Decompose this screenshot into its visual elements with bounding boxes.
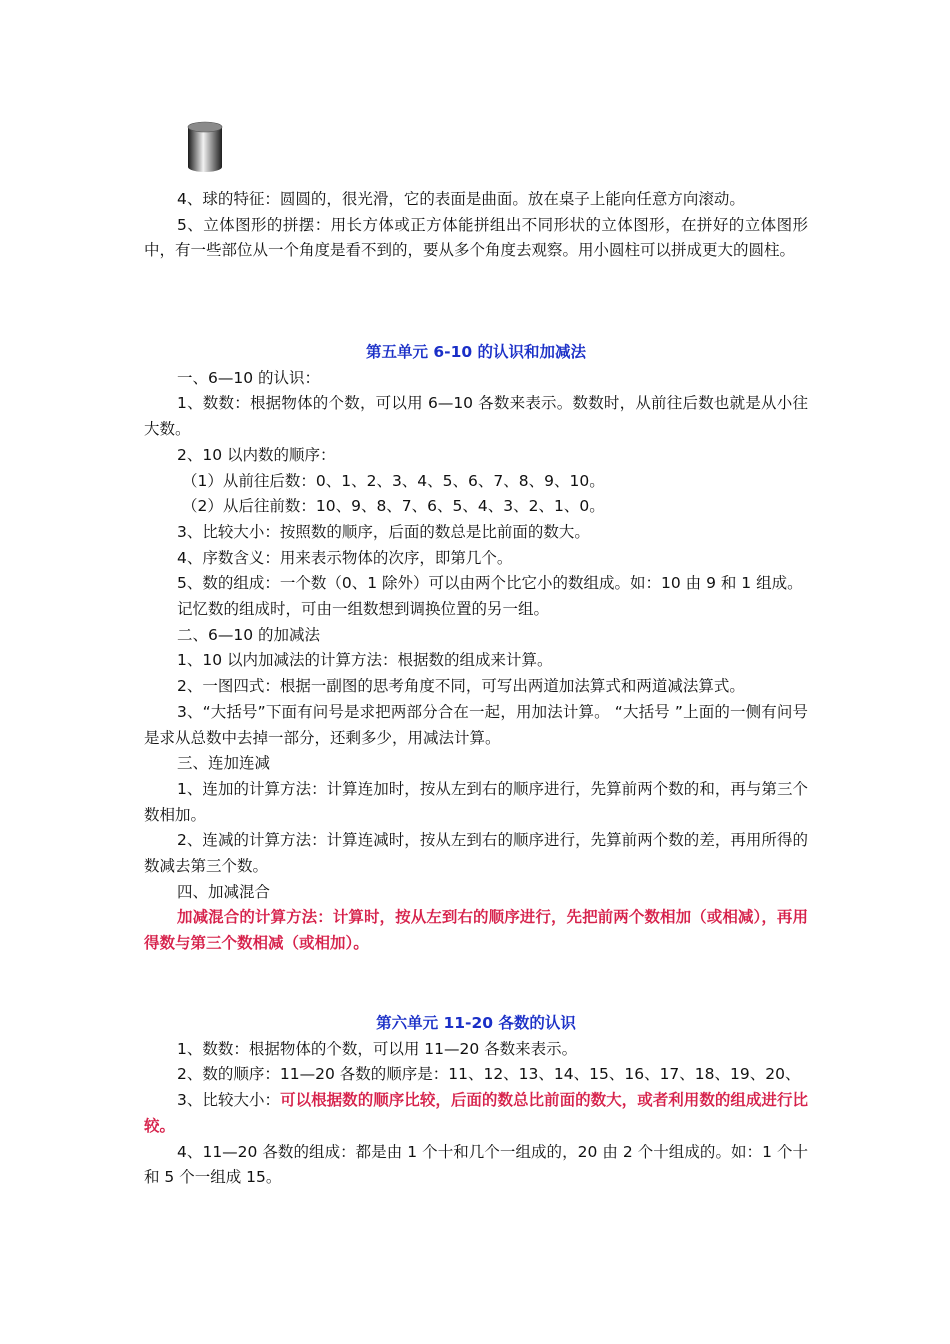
unit6-para-3-emphasis: 可以根据数的顺序比较，后面的数总比前面的数大，或者利用数的组成进行比较。 (144, 1091, 808, 1135)
unit5-q-1: 1、10 以内加减法的计算方法：根据数的组成来计算。 (177, 651, 553, 670)
unit5-heading-3: 三、连加连减 (177, 754, 271, 773)
unit5-heading-1: 一、6—10 的认识： (177, 368, 321, 387)
unit5-heading-4: 四、加减混合 (177, 882, 271, 901)
unit5-mixed-rule: 加减混合的计算方法：计算时，按从左到右的顺序进行，先把前两个数相加（或相减），再用得数与第三个数相减（或相加）。 (144, 908, 808, 953)
unit5-heading-2: 二、6—10 的加减法 (177, 625, 321, 644)
unit5-para-4: 4、序数含义：用来表示物体的次序，即第几个。 (177, 548, 513, 567)
cylinder-icon (186, 120, 224, 174)
unit5-r-2: 2、连减的计算方法：计算连减时，按从左到右的顺序进行，先算前两个数的差，再用所得的数减去第三个数。 (144, 831, 808, 876)
unit6-para-3-label: 3、比较大小： (177, 1091, 281, 1110)
unit5-para-1: 1、数数：根据物体的个数，可以用 6—10 各数来表示。数数时，从前往后数也就是从小往大数。 (144, 394, 808, 439)
unit5-r-1: 1、连加的计算方法：计算连加时，按从左到右的顺序进行，先算前两个数的和，再与第三个数相加。 (144, 779, 808, 824)
unit4-section (144, 187, 808, 264)
unit6-para-4: 4、11—20 各数的组成：都是由 1 个十和几个一组成的，20 由 2 个十组成的。如：1 个十和 5 个一组成 15。 (144, 1142, 808, 1187)
unit5-para-3: 3、比较大小：按照数的顺序，后面的数总是比前面的数大。 (177, 522, 590, 541)
unit4-item-4: 4、球的特征：圆圆的，很光滑，它的表面是曲面。放在桌子上能向任意方向滚动。 (177, 190, 745, 208)
unit5-para-2: 2、10 以内数的顺序： (177, 445, 336, 464)
unit6-title: 第六单元 11-20 各数的认识 (376, 1014, 576, 1032)
unit6-section (144, 1011, 808, 1191)
unit5-para-5: 5、数的组成：一个数（0、1 除外）可以由两个比它小的数组成。如：10 由 9 和 1 组成。 (177, 574, 803, 593)
unit5-para-2b: （2）从后往前数：10、9、8、7、6、5、4、3、2、1、0。 (182, 497, 605, 516)
unit5-title: 第五单元 6-10 的认识和加减法 (365, 343, 587, 361)
unit6-para-3 (144, 1088, 808, 1139)
unit5-section (144, 340, 808, 957)
unit5-q-2: 2、一图四式：根据一副图的思考角度不同，可写出两道加法算式和两道减法算式。 (177, 677, 745, 696)
unit6-para-1: 1、数数：根据物体的个数，可以用 11—20 各数来表示。 (177, 1039, 578, 1058)
unit5-para-6: 记忆数的组成时，可由一组数想到调换位置的另一组。 (177, 600, 550, 619)
unit5-q-3: 3、“大括号”下面有问号是求把两部分合在一起，用加法计算。 “大括号 ”上面的一侧有问号是求从总数中去掉一部分，还剩多少，用减法计算。 (144, 702, 808, 747)
unit5-para-2a: （1）从前往后数：0、1、2、3、4、5、6、7、8、9、10。 (182, 471, 605, 490)
unit6-para-2: 2、数的顺序：11—20 各数的顺序是：11、12、13、14、15、16、17、18、19、20、 (177, 1065, 801, 1084)
unit4-item-5: 5、立体图形的拼摆：用长方体或正方体能拼组出不同形状的立体图形，在拼好的立体图形中，有一些部位从一个角度是看不到的，要从多个角度去观察。用小圆柱可以拼成更大的圆柱。 (144, 215, 808, 260)
